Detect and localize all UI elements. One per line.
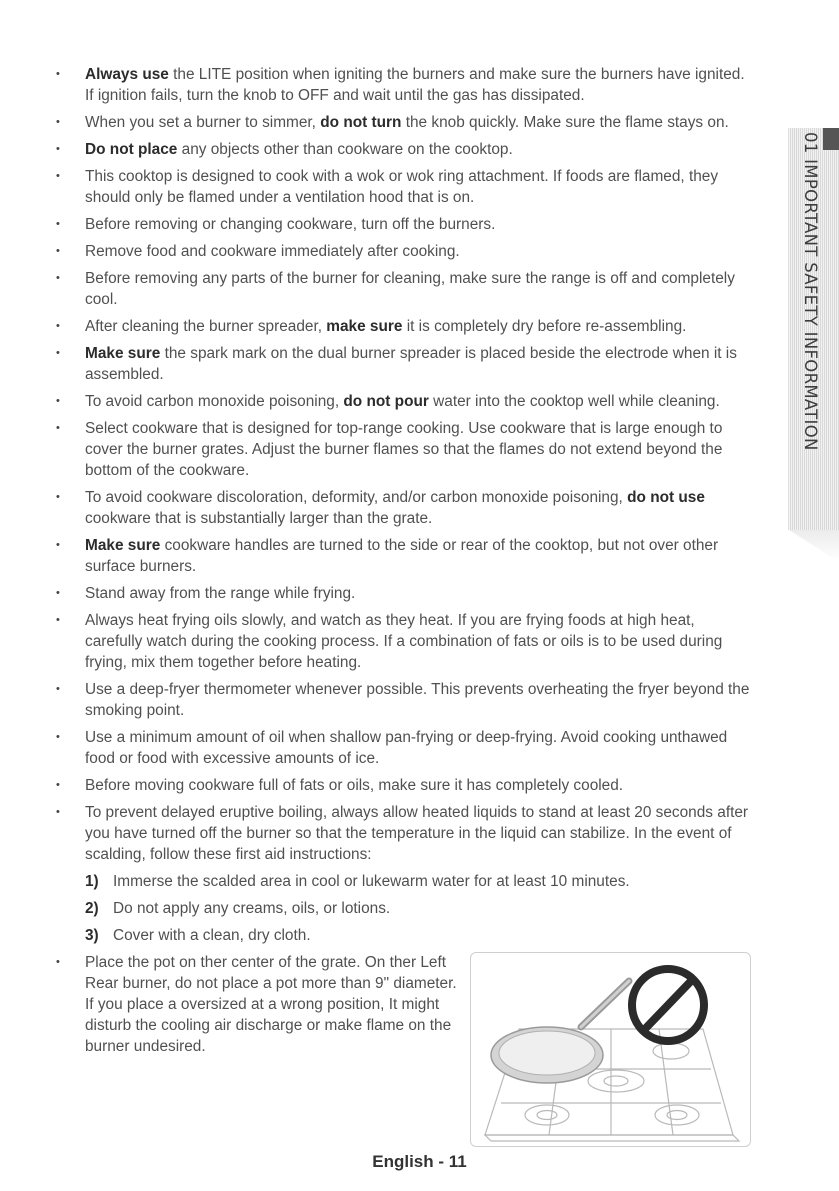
list-item: • Remove food and cookware immediately after cooking. <box>56 241 750 262</box>
list-item: • Select cookware that is designed for top-range cooking. Use cookware that is large enough to cover the burner grates. Adjust the burner flames so that the flames do not extend beyond the bottom of the cookware. <box>56 418 750 481</box>
section-tab-label: 01 IMPORTANT SAFETY INFORMATION <box>801 132 820 451</box>
list-item: • Before removing any parts of the burner for cleaning, make sure the range is off and completely cool. <box>56 268 750 310</box>
list-item: • Do not place any objects other than cookware on the cooktop. <box>56 139 750 160</box>
scald-list-item: • To prevent delayed eruptive boiling, always allow heated liquids to stand at least 20 seconds after you have turned off the burner so that the temperature in the liquid can stabilize. In the event of scalding, follow these first aid instructions: 1) Immerse the scalded area in cool or lukewarm water for at least 10 minutes. 2) Do not apply any creams, oils, or lotions. 3) Cover with a clean, dry cloth. <box>56 802 750 946</box>
section-side-tab <box>788 128 839 530</box>
burner <box>525 1105 569 1125</box>
pot-placement-item <box>56 952 750 1057</box>
burner <box>653 1043 689 1059</box>
safety-content <box>56 64 750 1063</box>
list-item: • Make sure the spark mark on the dual burner spreader is placed beside the electrode when it is assembled. <box>56 343 750 385</box>
pot-placement-text: • Place the pot on ther center of the grate. On ther Left Rear burner, do not place a pot more than 9" diameter. If you place a oversized at a wrong position, It might disturb the cooling air discharge or make flame on the burner undesired. <box>85 954 457 1055</box>
cooktop-edge <box>485 1135 739 1141</box>
cooktop-illustration <box>471 953 750 1146</box>
list-item: • Always heat frying oils slowly, and watch as they heat. If you are frying foods at high heat, carefully watch during the cooking process. If a combination of fats or oils is to be used during frying, mix them together before heating. <box>56 610 750 673</box>
list-item: • Make sure cookware handles are turned to the side or rear of the cooktop, but not over other surface burners. <box>56 535 750 577</box>
safety-bullet-list <box>56 64 750 1057</box>
list-item: • To avoid cookware discoloration, deformity, and/or carbon monoxide poisoning, do not use cookware that is substantially larger than the grate. <box>56 487 750 529</box>
list-item: • This cooktop is designed to cook with a wok or wok ring attachment. If foods are flamed, they should only be flamed under a ventilation hood that is on. <box>56 166 750 208</box>
first-aid-step: 2) Do not apply any creams, oils, or lotions. <box>85 900 391 917</box>
list-item: • Use a deep-fryer thermometer whenever possible. This prevents overheating the fryer beyond the smoking point. <box>56 679 750 721</box>
first-aid-step: 1) Immerse the scalded area in cool or lukewarm water for at least 10 minutes. <box>85 873 630 890</box>
burner <box>588 1070 644 1092</box>
burner <box>655 1105 699 1125</box>
list-item: • Use a minimum amount of oil when shallow pan-frying or deep-frying. Avoid cooking unthawed food or food with excessive amounts of ice. <box>56 727 750 769</box>
list-item: • To avoid carbon monoxide poisoning, do not pour water into the cooktop well while cleaning. <box>56 391 750 412</box>
list-item: • Always use the LITE position when igniting the burners and make sure the burners have ignited. If ignition fails, turn the knob to OFF and wait until the gas has dissipated. <box>56 64 750 106</box>
list-item: • Before moving cookware full of fats or oils, make sure it has completely cooled. <box>56 775 750 796</box>
first-aid-step: 3) Cover with a clean, dry cloth. <box>85 927 311 944</box>
page-number: English - 11 <box>372 1152 467 1171</box>
oversized-pan-illustration <box>470 952 751 1147</box>
list-item: • When you set a burner to simmer, do not turn the knob quickly. Make sure the flame stays on. <box>56 112 750 133</box>
list-item: • Before removing or changing cookware, turn off the burners. <box>56 214 750 235</box>
section-tab-marker <box>823 128 839 150</box>
first-aid-steps <box>85 871 750 946</box>
list-item: • Stand away from the range while frying. <box>56 583 750 604</box>
list-item: • After cleaning the burner spreader, make sure it is completely dry before re-assembling. <box>56 316 750 337</box>
